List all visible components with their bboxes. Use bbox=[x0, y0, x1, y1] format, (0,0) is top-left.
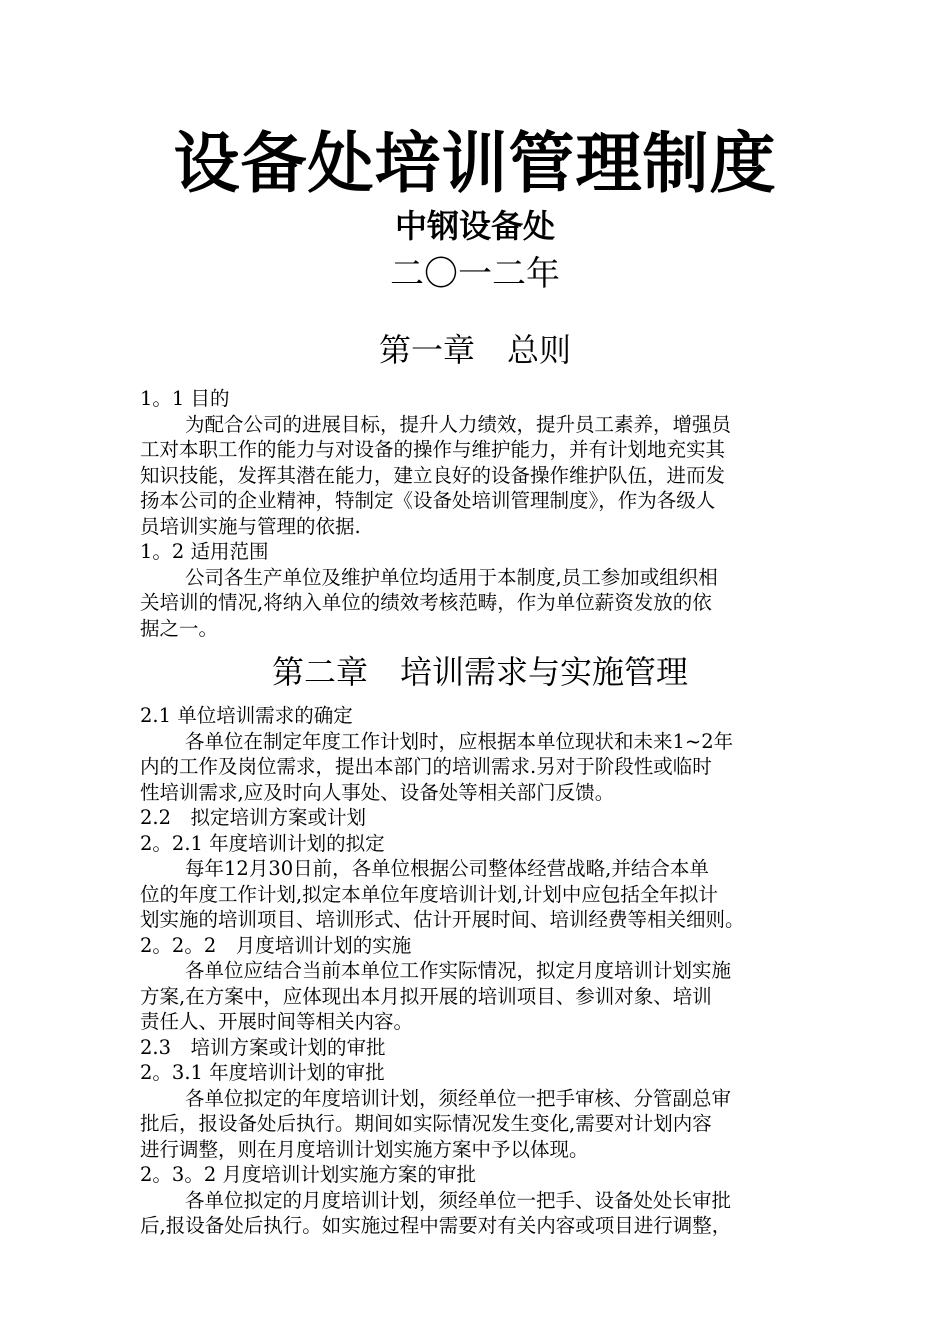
paragraph-line: 进行调整，则在月度培训计划实施方案中予以体现。 bbox=[140, 1137, 589, 1161]
paragraph-line: 责任人、开展时间等相关内容。 bbox=[140, 1010, 414, 1033]
paragraph-line: 公司各生产单位及维护单位均适用于本制度,员工参加或组织相 bbox=[185, 565, 718, 589]
paragraph-line: 划实施的培训项目、培训形式、估计开展时间、培训经费等相关细则。 bbox=[140, 908, 745, 931]
section-2-3-2-title: 2。3。2 月度培训计划实施方案的审批 bbox=[140, 1163, 476, 1186]
section-2-2-1-title: 2。2.1 年度培训计划的拟定 bbox=[140, 831, 385, 855]
document-year: 二〇一二年 bbox=[390, 254, 560, 294]
paragraph-line: 员培训实施与管理的依据. bbox=[140, 514, 361, 538]
paragraph-line: 各单位应结合当前本单位工作实际情况，拟定月度培训计划实施 bbox=[185, 959, 732, 982]
paragraph-line: 各单位在制定年度工作计划时，应根据本单位现状和未来1~2年 bbox=[185, 729, 734, 753]
paragraph-line: 各单位拟定的月度培训计划，须经单位一把手、设备处处长审批 bbox=[185, 1188, 732, 1212]
section-2-2-2-title: 2。2。2 月度培训计划的实施 bbox=[140, 933, 412, 957]
paragraph-line: 关培训的情况,将纳入单位的绩效考核范畴，作为单位薪资发放的依 bbox=[140, 591, 712, 614]
chapter-2-heading: 第二章 培训需求与实施管理 bbox=[271, 653, 688, 691]
organization-name: 中钢设备处 bbox=[394, 207, 555, 245]
paragraph-line: 据之一。 bbox=[140, 616, 219, 640]
section-2-2-title: 2.2 拟定培训方案或计划 bbox=[140, 806, 367, 829]
paragraph-line: 后,报设备处后执行。如实施过程中需要对有关内容或项目进行调整， bbox=[140, 1214, 732, 1237]
chapter-1-heading: 第一章 总则 bbox=[378, 331, 571, 369]
paragraph-line: 扬本公司的企业精神，特制定《设备处培训管理制度》，作为各级人 bbox=[140, 489, 716, 512]
paragraph-line: 内的工作及岗位需求，提出本部门的培训需求.另对于阶段性或临时 bbox=[140, 755, 712, 778]
paragraph-line: 性培训需求,应及时向人事处、设备处等相关部门反馈。 bbox=[140, 780, 615, 804]
document-body bbox=[140, 386, 820, 1239]
section-2-3-1-title: 2。3.1 年度培训计划的审批 bbox=[140, 1061, 385, 1084]
section-2-1-title: 2.1 单位培训需求的确定 bbox=[140, 704, 353, 727]
section-1-2-title: 1。2 适用范围 bbox=[140, 540, 269, 563]
paragraph-line: 工对本职工作的能力与对设备的操作与维护能力，并有计划地充实其 bbox=[140, 438, 726, 461]
paragraph-line: 批后，报设备处后执行。期间如实际情况发生变化,需要对计划内容 bbox=[140, 1112, 712, 1135]
paragraph-line: 各单位拟定的年度培训计划，须经单位一把手审核、分管副总审 bbox=[185, 1086, 732, 1110]
document-title: 设备处培训管理制度 bbox=[173, 125, 777, 202]
section-2-3-title: 2.3 培训方案或计划的审批 bbox=[140, 1035, 386, 1059]
paragraph-line: 为配合公司的进展目标，提升人力绩效，提升员工素养，增强员 bbox=[185, 412, 732, 436]
paragraph-line: 知识技能，发挥其潜在能力，建立良好的设备操作维护队伍，进而发 bbox=[140, 463, 726, 487]
section-1-1-title: 1。1 目的 bbox=[140, 387, 230, 410]
paragraph-line: 方案,在方案中，应体现出本月拟开展的培训项目、参训对象、培训 bbox=[140, 984, 712, 1008]
paragraph-line: 位的年度工作计划,拟定本单位年度培训计划,计划中应包括全年拟计 bbox=[140, 882, 718, 906]
paragraph-line: 每年12月30日前，各单位根据公司整体经营战略,并结合本单 bbox=[185, 857, 709, 880]
